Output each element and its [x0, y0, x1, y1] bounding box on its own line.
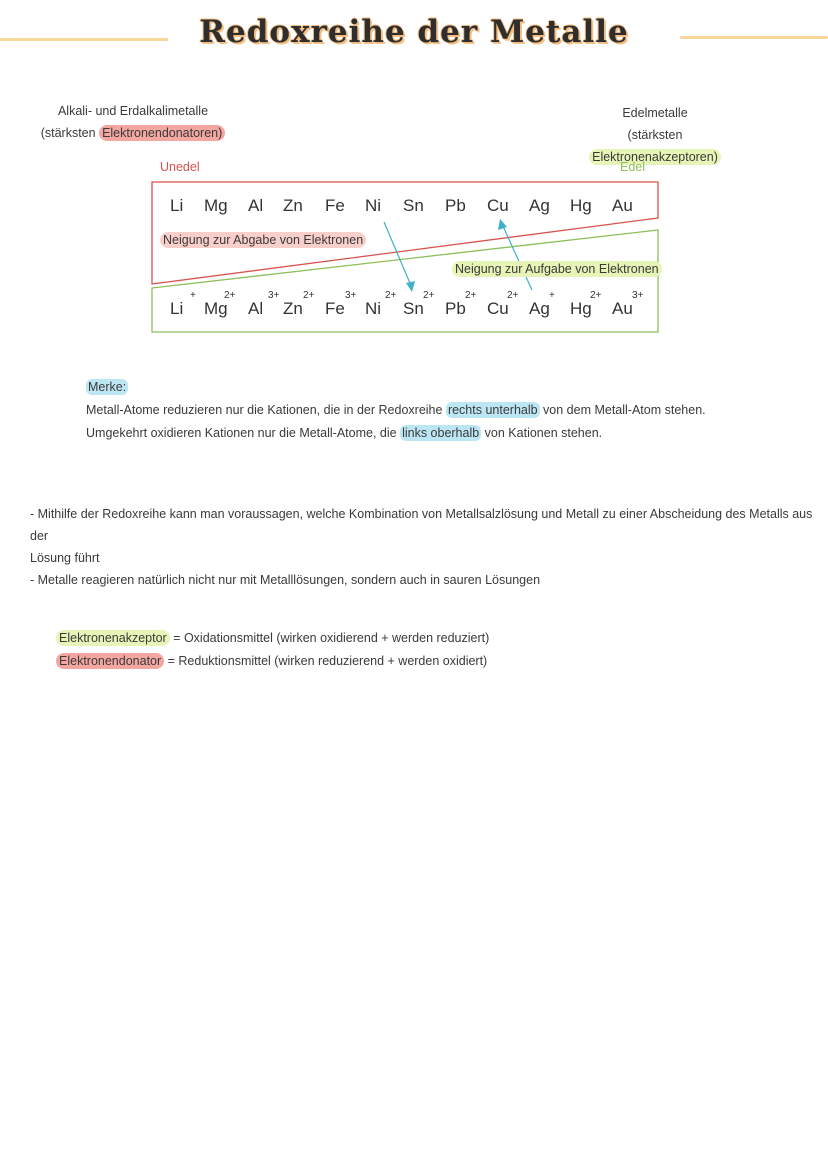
ion-symbol: Cu	[487, 299, 509, 318]
merke-block	[86, 376, 706, 445]
ion-symbol: Zn	[283, 299, 303, 318]
ion-charge: 2+	[590, 290, 602, 301]
arrow-down-line	[384, 222, 412, 288]
ion-charge: 3+	[268, 290, 280, 301]
unedel-label: Unedel	[160, 160, 200, 174]
metal-ag: Ag	[529, 196, 550, 215]
arrow-down-head	[406, 281, 415, 292]
ion-symbol: Li	[170, 299, 184, 318]
ion-charge: 2+	[423, 290, 435, 301]
ion-mg	[204, 290, 236, 319]
ion-symbol: Au	[612, 299, 633, 318]
metal-mg: Mg	[204, 196, 228, 215]
aufgabe-label: Neigung zur Aufgabe von Elektronen	[452, 262, 662, 276]
merke-heading: Merke:	[88, 380, 127, 394]
ion-charge: 3+	[345, 290, 357, 301]
ion-symbol: Fe	[325, 299, 345, 318]
ion-charge: +	[549, 290, 555, 301]
ion-symbol: Al	[248, 299, 264, 318]
metal-ni: Ni	[365, 196, 382, 215]
ion-sn	[403, 290, 435, 319]
note-bullet1-line1: - Mithilfe der Redoxreihe kann man voraussagen, welche Kombination von Metallsalzlösung und Metall zu einer Abscheidung des Metalls aus der	[30, 507, 813, 543]
ion-charge: 2+	[303, 290, 315, 301]
ion-cu	[487, 290, 519, 319]
page-title: Redoxreihe der Metalle	[199, 14, 629, 50]
metal-zn: Zn	[283, 196, 303, 215]
definition-akzeptor: Elektronenakzeptor = Oxidationsmittel (wirken oxidierend + werden reduziert)	[56, 627, 489, 650]
ion-charge: 2+	[385, 290, 397, 301]
ion-hg	[570, 290, 602, 319]
definitions-block	[56, 627, 489, 673]
metal-sn: Sn	[403, 196, 424, 215]
ion-symbol: Mg	[204, 299, 228, 318]
note-bullet2: - Metalle reagieren natürlich nicht nur mit Metalllösungen, sondern auch in sauren Lösungen	[30, 573, 541, 587]
merke-line1: Metall-Atome reduzieren nur die Kationen, die in der Redoxreihe rechts unterhalb von dem Metall-Atom stehen.	[86, 403, 706, 417]
ion-fe	[325, 290, 357, 319]
ion-charge: 2+	[224, 290, 236, 301]
arrow-up-line	[502, 224, 532, 290]
ion-ni	[365, 290, 397, 319]
metal-al: Al	[248, 196, 264, 215]
ion-symbol: Pb	[445, 299, 466, 318]
ion-symbol: Sn	[403, 299, 424, 318]
arrow-up-head	[498, 219, 507, 230]
ion-charge: +	[190, 290, 196, 301]
ion-zn	[283, 290, 315, 319]
ion-symbol: Ni	[365, 299, 382, 318]
metal-pb: Pb	[445, 196, 466, 215]
merke-line2: Umgekehrt oxidieren Kationen nur die Metall-Atome, die links oberhalb von Kationen stehen.	[86, 426, 603, 440]
ion-symbol: Hg	[570, 299, 592, 318]
note-bullet1-line2: Lösung führt	[30, 551, 100, 565]
ion-pb	[445, 290, 477, 319]
metal-cu: Cu	[487, 196, 509, 215]
metal-hg: Hg	[570, 196, 592, 215]
right-header-line2: (stärksten Elektronenakzeptoren)	[560, 124, 750, 168]
metal-fe: Fe	[325, 196, 345, 215]
ion-ag	[529, 290, 555, 319]
notes-block	[30, 503, 820, 591]
elektronenakzeptoren-highlight: Elektronenakzeptoren)	[589, 149, 721, 165]
ion-charge: 3+	[632, 290, 644, 301]
ion-li	[170, 290, 196, 319]
ion-symbol: Ag	[529, 299, 550, 318]
ion-charge: 2+	[507, 290, 519, 301]
metal-li: Li	[170, 196, 184, 215]
ion-au	[612, 290, 644, 319]
edel-label: Edel	[620, 160, 646, 174]
left-header-line2: (stärksten Elektronendonatoren)	[38, 122, 228, 144]
right-header-line1: Edelmetalle	[622, 106, 688, 120]
abgabe-label: Neigung zur Abgabe von Elektronen	[160, 233, 366, 247]
definition-donator: Elektronendonator = Reduktionsmittel (wirken reduzierend + werden oxidiert)	[56, 650, 489, 673]
metal-au: Au	[612, 196, 633, 215]
elektronendonatoren-highlight: Elektronendonatoren)	[99, 125, 225, 141]
ion-al	[248, 290, 280, 319]
ion-charge: 2+	[465, 290, 477, 301]
left-header-line1: Alkali- und Erdalkalimetalle	[57, 104, 209, 118]
